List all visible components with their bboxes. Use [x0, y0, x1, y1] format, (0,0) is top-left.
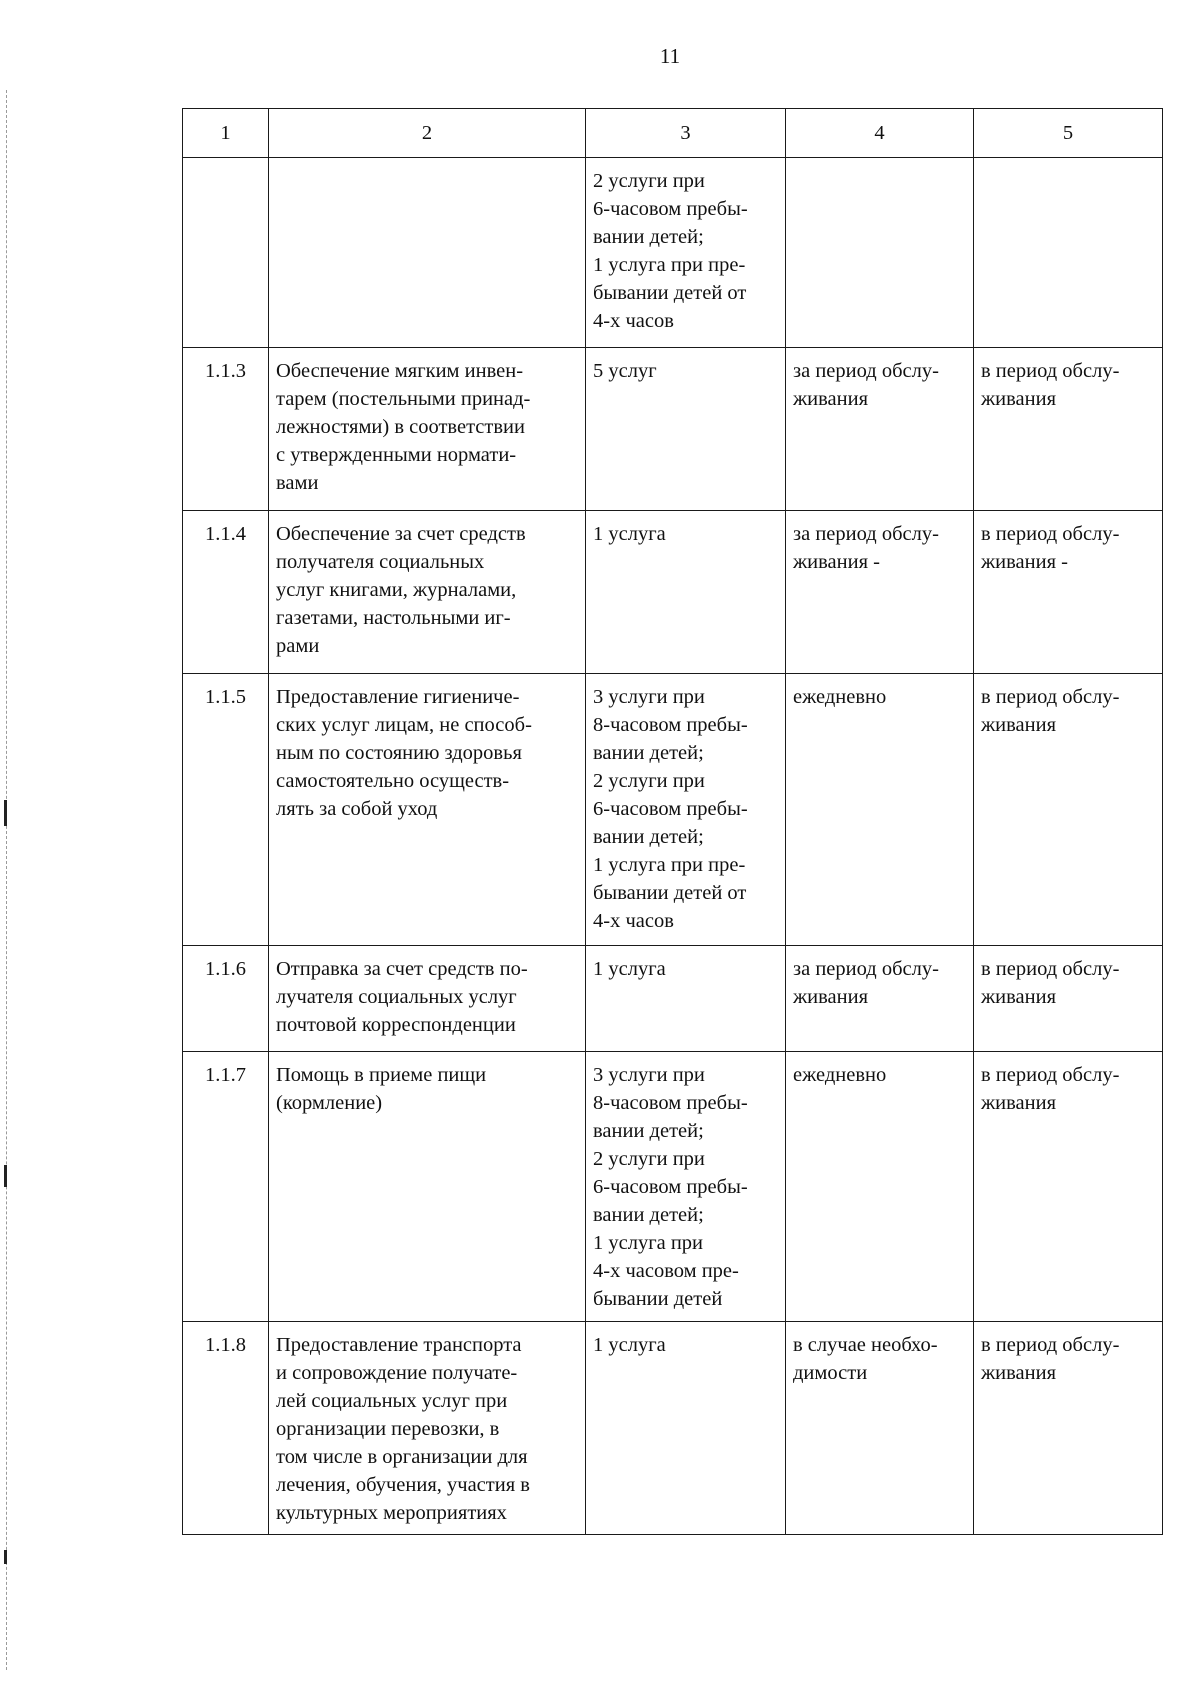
service-periodicity: за период обслу- живания	[786, 348, 974, 511]
service-name	[269, 158, 586, 348]
column-header: 3	[586, 109, 786, 158]
service-term: в период обслу- живания -	[974, 511, 1163, 674]
service-name: Обеспечение мягким инвен- тарем (постельными принад- лежностями) в соответствии с утвержденными нормати- вами	[269, 348, 586, 511]
service-term: в период обслу- живания	[974, 1052, 1163, 1322]
page-number: 11	[659, 44, 681, 68]
service-name: Предоставление транспорта и сопровождение получате- лей социальных услуг при организации перевозки, в том числе в организации для лечения, обучения, участия в культурных мероприятиях	[269, 1322, 586, 1535]
column-header: 5	[974, 109, 1163, 158]
table-row	[183, 158, 1163, 348]
table-row	[183, 348, 1163, 511]
service-volume: 3 услуги при 8-часовом пребы- вании детей; 2 услуги при 6-часовом пребы- вании детей; 1 услуга при пре- бывании детей от 4-х часов	[586, 674, 786, 946]
table-header-row	[183, 109, 1163, 158]
service-name: Предоставление гигиениче- ских услуг лицам, не способ- ным по состоянию здоровья самостоятельно осуществ- лять за собой уход	[269, 674, 586, 946]
service-term: в период обслу- живания	[974, 348, 1163, 511]
service-volume: 2 услуги при 6-часовом пребы- вании детей; 1 услуга при пре- бывании детей от 4-х часов	[586, 158, 786, 348]
row-number: 1.1.8	[183, 1322, 269, 1535]
scan-mark-artifact	[4, 1165, 7, 1187]
service-periodicity	[786, 158, 974, 348]
service-volume: 5 услуг	[586, 348, 786, 511]
scan-mark-artifact	[4, 800, 7, 826]
column-header: 2	[269, 109, 586, 158]
table-row	[183, 1322, 1163, 1535]
scan-edge-artifact	[6, 90, 11, 1670]
service-term: в период обслу- живания	[974, 1322, 1163, 1535]
scan-mark-artifact	[4, 1550, 7, 1564]
table-row	[183, 946, 1163, 1052]
service-volume: 3 услуги при 8-часовом пребы- вании детей; 2 услуги при 6-часовом пребы- вании детей; 1 услуга при 4-х часовом пре- бывании детей	[586, 1052, 786, 1322]
row-number: 1.1.5	[183, 674, 269, 946]
service-volume: 1 услуга	[586, 1322, 786, 1535]
row-number	[183, 158, 269, 348]
service-periodicity: за период обслу- живания -	[786, 511, 974, 674]
service-periodicity: в случае необхо- димости	[786, 1322, 974, 1535]
service-name: Обеспечение за счет средств получателя социальных услуг книгами, журналами, газетами, настольными иг- рами	[269, 511, 586, 674]
row-number: 1.1.6	[183, 946, 269, 1052]
table-row	[183, 674, 1163, 946]
service-periodicity: за период обслу- живания	[786, 946, 974, 1052]
table-row	[183, 1052, 1163, 1322]
column-header: 1	[183, 109, 269, 158]
service-volume: 1 услуга	[586, 946, 786, 1052]
service-term	[974, 158, 1163, 348]
column-header: 4	[786, 109, 974, 158]
service-term: в период обслу- живания	[974, 674, 1163, 946]
row-number: 1.1.3	[183, 348, 269, 511]
service-name: Отправка за счет средств по- лучателя социальных услуг почтовой корреспонденции	[269, 946, 586, 1052]
services-table	[182, 108, 1163, 1535]
row-number: 1.1.4	[183, 511, 269, 674]
service-volume: 1 услуга	[586, 511, 786, 674]
row-number: 1.1.7	[183, 1052, 269, 1322]
service-name: Помощь в приеме пищи (кормление)	[269, 1052, 586, 1322]
table-row	[183, 511, 1163, 674]
service-periodicity: ежедневно	[786, 674, 974, 946]
service-periodicity: ежедневно	[786, 1052, 974, 1322]
service-term: в период обслу- живания	[974, 946, 1163, 1052]
